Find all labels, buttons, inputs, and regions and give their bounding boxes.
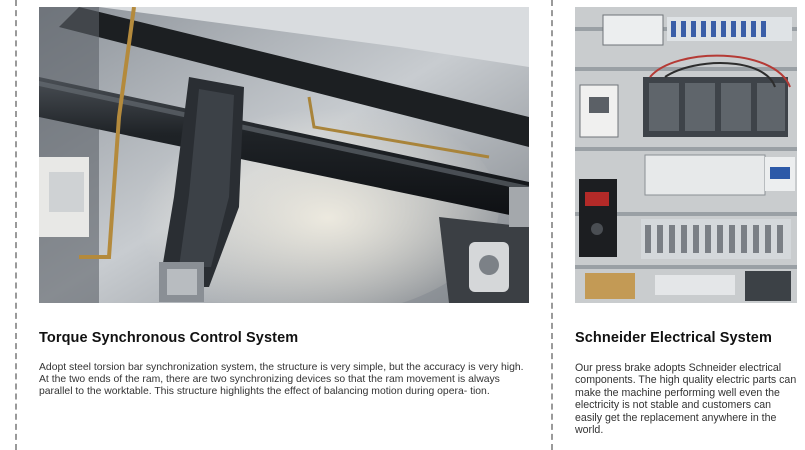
- card-description: Our press brake adopts Schneider electrical components. The high quality electric parts can make the machine performing well even the electricity is not stable and customers can easily get the replacement anywhere in the world.: [575, 362, 797, 437]
- feature-card-schneider: [575, 7, 797, 436]
- card-title: Torque Synchronous Control System: [39, 330, 299, 346]
- torsion-bar-photo: [39, 7, 529, 303]
- feature-card-torque: [39, 7, 529, 399]
- middle-dashed-divider: [551, 0, 553, 450]
- card-description: Adopt steel torsion bar synchronization system, the structure is very simple, but the accuracy is very high. At the two ends of the ram, there are two synchronizing devices so that the ram movement is always parallel to the worktable. This structure highlights the effect of balancing motion during opera- tion.: [39, 362, 524, 398]
- electrical-cabinet-photo: [575, 7, 797, 303]
- left-dashed-divider: [15, 0, 17, 450]
- card-title: Schneider Electrical System: [575, 330, 772, 346]
